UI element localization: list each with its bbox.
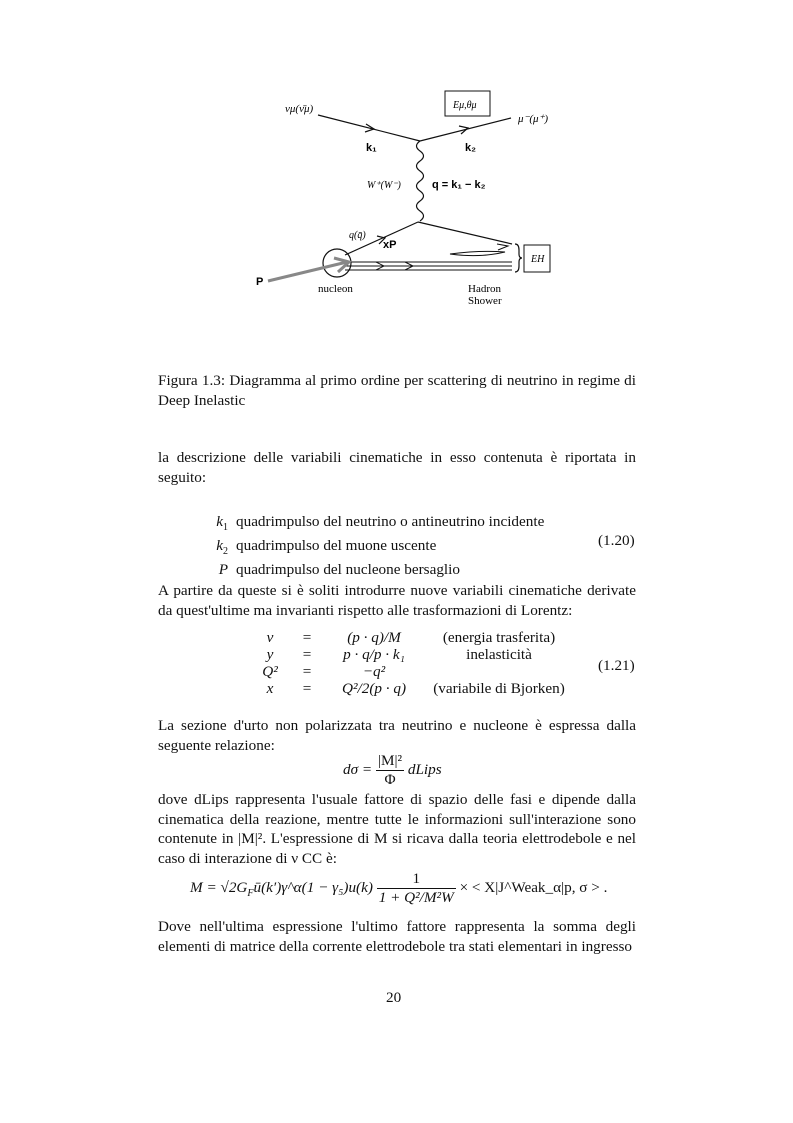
paragraph-5: Dove nell'ultima espressione l'ultimo fattore rappresenta la somma degli elementi di matrice della corrente elettrodebole tra stati elementari in ingresso — [158, 918, 636, 955]
paragraph-3: La sezione d'urto non polarizzata tra neutrino e nucleone è espressa dalla seguente relazione: — [158, 717, 636, 754]
paragraph-2: A partire da queste si è soliti introdurre nuove variabili cinematiche derivate da quest'ultime ma invarianti rispetto alle trasformazioni di Lorentz: — [158, 582, 636, 619]
variable-row: y = p · q/p · k₁ inelasticità — [266, 646, 532, 663]
label-quark: q(q̄) — [349, 230, 366, 241]
label-xp: xP — [383, 239, 397, 251]
label-p: P — [256, 276, 264, 288]
label-nucleon: nucleon — [318, 283, 353, 295]
quark-out-line — [418, 222, 512, 244]
variable-row: x = Q²/2(p · q) (variabile di Bjorken) — [266, 680, 565, 697]
w-boson-line — [417, 141, 424, 221]
label-shower: Shower — [468, 295, 502, 307]
label-q-eq: q = k₁ − k₂ — [432, 179, 486, 191]
variable-row: ν = (p · q)/M (energia trasferita) — [266, 629, 556, 646]
variable-row: Q² = −q² — [262, 663, 386, 680]
proton-arrow — [268, 262, 347, 281]
def-row: P quadrimpulso del nucleone bersaglio — [218, 561, 460, 579]
page-number: 20 — [386, 989, 402, 1006]
label-emu: Eμ,θμ — [453, 100, 477, 111]
variables-table — [250, 629, 574, 697]
label-k1: k₁ — [366, 142, 377, 154]
label-w: W⁺(W⁻) — [367, 180, 401, 191]
def-row: $k_2$ quadrimpulso del muone uscente — [216, 537, 437, 558]
figure-caption: Figura 1.3: Diagramma al primo ordine per scattering di neutrino in regime di Deep Inelastic — [158, 372, 636, 409]
equation-number-1-20: (1.20) — [598, 532, 635, 549]
matrix-element-equation: $M = √2G_Fū(k')\gamma\^{}\alpha(1 - \gamma_5)u(k)$ $\frac{1}{\text{1 + Q²/M²W}}$ × < X|J^Weak_α|p, σ > . — [190, 870, 608, 906]
paragraph-4: dove dLips rappresenta l'usuale fattore di spazio delle fasi e dipende dalla cinematica della reazione, mentre tutte le informazioni sull'interazione sono contenute in |M|². L'espressione di M si ricava dalla teoria elettrodebole e nel caso di interazione di ν CC è: — [158, 791, 636, 867]
label-neutrino: νμ(ν̄μ) — [285, 103, 314, 115]
def-row: $k_1$ quadrimpulso del neutrino o antineutrino incidente — [216, 513, 545, 534]
neutrino-line — [318, 115, 420, 141]
label-k2: k₂ — [465, 142, 477, 154]
cross-section-equation: dσ = $\frac{\text{|M|²}}{\Phi}$ dLips — [343, 752, 442, 788]
label-hadron: Hadron — [468, 283, 501, 295]
equation-number-1-21: (1.21) — [598, 657, 635, 674]
label-muon: μ⁻(μ⁺) — [518, 113, 548, 125]
paragraph-1: la descrizione delle variabili cinematiche in esso contenuta è riportata in seguito: — [158, 449, 636, 486]
label-eh: EH — [531, 254, 545, 265]
feynman-diagram — [0, 0, 793, 330]
definition-list — [195, 513, 635, 585]
